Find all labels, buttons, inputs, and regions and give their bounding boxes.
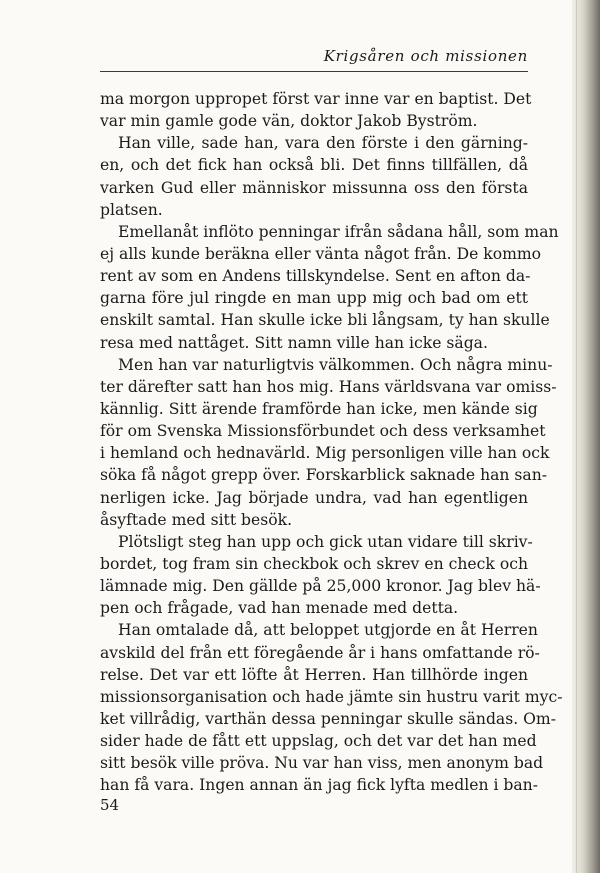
text-line: söka få något grepp över. Forskarblick saknade han san- xyxy=(100,466,548,485)
text-line: Emellanåt inflöto penningar ifrån sådana håll, som man xyxy=(118,222,559,241)
text-line: ter därefter satt han hos mig. Hans världsvana var omiss- xyxy=(100,377,557,396)
text-line: åsyftade med sitt besök. xyxy=(100,510,293,529)
text-line: lämnade mig. Den gällde på 25,000 kronor. Jag blev hä- xyxy=(100,577,541,596)
text-line: enskilt samtal. Han skulle icke bli långsam, ty han skulle xyxy=(100,311,550,330)
text-line: i hemland och hednavärld. Mig personligen ville han ock xyxy=(100,444,550,463)
text-line: Plötsligt steg han upp och gick utan vidare till skriv- xyxy=(118,532,533,551)
text-line: varken Gud eller människor missunna oss den första xyxy=(100,178,528,197)
text-line: rent av som en Andens tillskyndelse. Sent en afton da- xyxy=(100,267,531,286)
text-line: en, och det fick han också bli. Det finns tillfällen, då xyxy=(100,156,528,175)
text-line: avskild del från ett föregående år i hans omfattande rö- xyxy=(100,643,540,662)
text-line: var min gamle gode vän, doktor Jakob Byström. xyxy=(100,112,478,131)
text-line: garna före jul ringde en man upp mig och bad om ett xyxy=(100,289,528,308)
body-text xyxy=(100,88,563,797)
text-line: nerligen icke. Jag började undra, vad han egentligen xyxy=(100,488,528,507)
page-number: 54 xyxy=(100,796,120,814)
running-header-title: Krigsåren och missionen xyxy=(323,47,528,65)
text-line: ket villrådig, varthän dessa penningar skulle sändas. Om- xyxy=(100,709,556,728)
text-line: missionsorganisation och hade jämte sin hustru varit myc- xyxy=(100,687,563,706)
text-line: relse. Det var ett löfte åt Herren. Han tillhörde ingen xyxy=(100,665,528,684)
text-line: sitt besök ville pröva. Nu var han viss, men anonym bad xyxy=(100,754,544,773)
text-line: platsen. xyxy=(100,200,163,219)
text-line: Men han var naturligtvis välkommen. Och några minu- xyxy=(118,355,553,374)
text-line: ej alls kunde beräkna eller vänta något från. De kommo xyxy=(100,244,542,263)
page-shadow-edge xyxy=(572,0,600,873)
text-line: Han omtalade då, att beloppet utgjorde en åt Herren xyxy=(118,621,538,640)
text-line: han få vara. Ingen annan än jag fick lyfta medlen i ban- xyxy=(100,776,538,795)
text-line: för om Svenska Missionsförbundet och dess verksamhet xyxy=(100,422,546,441)
text-line: kännlig. Sitt ärende framförde han icke, men kände sig xyxy=(100,399,538,418)
text-line: resa med nattåget. Sitt namn ville han icke säga. xyxy=(100,333,488,352)
text-line: ma morgon uppropet först var inne var en baptist. Det xyxy=(100,90,532,108)
text-line: sider hade de fått ett uppslag, och det var det han med xyxy=(100,732,537,751)
text-line: pen och frågade, vad han menade med detta. xyxy=(100,599,459,618)
text-line: Han ville, sade han, vara den förste i den gärning- xyxy=(118,134,528,153)
text-line: bordet, tog fram sin checkbok och skrev en check och xyxy=(100,554,528,573)
header-rule xyxy=(100,71,528,72)
